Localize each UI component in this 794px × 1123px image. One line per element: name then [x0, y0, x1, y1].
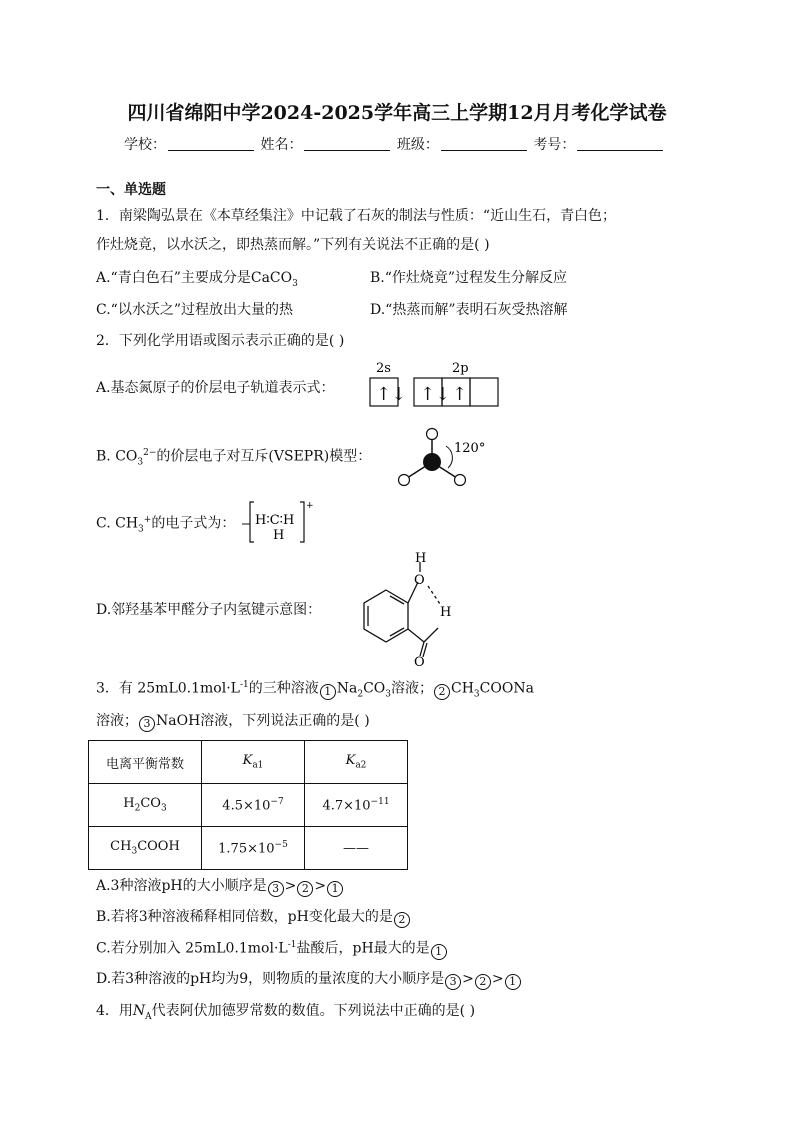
q1-stem-line2: 作灶烧竟，以水沃之，即热蒸而解。”下列有关说法不正确的是( ) — [96, 237, 490, 253]
vsepr-model — [390, 424, 500, 494]
school-label: 学校： — [124, 137, 166, 153]
spin-arrow-2p-2: ↑ — [452, 384, 468, 405]
ionization-constants-table — [88, 740, 408, 870]
ch3-formula: C. CH — [96, 515, 139, 532]
bond-c-cho — [408, 629, 424, 642]
section-heading: 一、单选题 — [96, 182, 166, 198]
orbital-box-2p-3 — [470, 378, 498, 406]
q3-option-c-post: 盐酸后，pH最大的是 — [296, 940, 430, 957]
q4-stem — [96, 1003, 475, 1023]
sol2-post: COONa — [479, 680, 534, 697]
q3-option-c[interactable] — [96, 940, 448, 960]
gt-sign: > — [491, 971, 504, 987]
q3-stem-line2 — [96, 713, 370, 732]
q1-option-c[interactable]: C.“以水沃之”过程放出大量的热 — [96, 302, 293, 318]
ch3-sub: 3 — [138, 524, 144, 535]
bracket-right — [300, 502, 304, 542]
table-cell-ch3cooh: $CH_3COOH$ — [89, 827, 202, 870]
ka2-sub: a2 — [355, 760, 367, 771]
orbital-2s-label: 2s — [376, 361, 391, 376]
table-cell-h2co3: $H_2CO_3$ — [89, 784, 202, 827]
sol1-post: 溶液； — [391, 680, 433, 697]
name-label: 姓名： — [260, 137, 303, 153]
bracket-left — [250, 502, 254, 542]
salicylaldehyde-structure — [344, 552, 464, 672]
exam-number-blank[interactable] — [577, 136, 663, 151]
orbital-2p-label: 2p — [452, 361, 469, 376]
q3-option-a[interactable] — [96, 878, 344, 897]
q3-option-a-text: A.3种溶液pH的大小顺序是 — [96, 878, 267, 894]
class-blank[interactable] — [441, 136, 527, 151]
sol2-ch: CH — [451, 680, 474, 697]
avogadro-sub: A — [145, 1011, 152, 1022]
ch3cooh-ka: 1.75×10 — [218, 841, 275, 857]
sol1-na: Na — [336, 680, 358, 697]
table-header-ka1 — [202, 741, 305, 784]
q3-conc-sup: -1 — [239, 680, 249, 690]
table-cell — [305, 784, 408, 827]
q1-option-a-sub: 3 — [292, 278, 298, 289]
q2-option-b[interactable] — [96, 448, 371, 468]
hydrogen-bond — [428, 586, 440, 604]
table-cell — [202, 827, 305, 870]
q3-option-d-text: D.若3种溶液的pH均为9，则物质的量浓度的大小顺序是 — [96, 971, 445, 987]
q2-stem: 2．下列化学用语或图示表示正确的是( ) — [96, 333, 345, 349]
sol1-sub2: 3 — [385, 689, 391, 700]
orbital-diagram — [362, 358, 512, 410]
angle-arc — [446, 446, 452, 468]
q3-option-b[interactable] — [96, 909, 411, 928]
atom-o-aldehyde: O — [414, 655, 425, 670]
q1-option-b[interactable]: B.“作灶烧竟”过程发生分解反应 — [370, 270, 568, 286]
q3-option-c-sup: -1 — [287, 940, 297, 950]
gt-sign: > — [314, 878, 327, 894]
q1-stem-line1: 1．南梁陶弘景在《本草经集注》中记载了石灰的制法与性质：“近山生石，青白色； — [96, 208, 617, 224]
gt-sign: > — [284, 878, 297, 894]
circle-3: 3 — [445, 974, 461, 990]
exam-number-label: 考号： — [533, 137, 576, 153]
circle-3: 3 — [139, 716, 155, 732]
name-blank[interactable] — [304, 136, 390, 151]
ka2-k: K — [345, 753, 356, 769]
q2-option-d[interactable]: D.邻羟基苯甲醛分子内氢键示意图： — [96, 602, 322, 618]
q1-option-a-formula: CaCO — [250, 270, 293, 286]
q2-option-b-text: 的价层电子对互斥(VSEPR)模型： — [156, 448, 372, 465]
table-cell: —— — [305, 827, 408, 870]
h2co3-ka1-exp: −7 — [270, 796, 284, 807]
sol1-sub: 2 — [357, 689, 364, 700]
q3-option-b-text: B.若将3种溶液稀释相同倍数，pH变化最大的是 — [96, 909, 393, 925]
student-info-line — [124, 136, 665, 154]
ligand-left — [399, 475, 410, 486]
q2-option-c[interactable] — [96, 515, 235, 535]
central-atom — [423, 453, 441, 471]
co3-charge: 2− — [143, 448, 157, 458]
q3-stem-mid: 的三种溶液 — [248, 680, 319, 697]
ligand-right — [455, 475, 466, 486]
circle-2: 2 — [297, 881, 313, 897]
q4-stem-pre: 4．用 — [96, 1003, 133, 1019]
q3-stem-line1 — [96, 680, 534, 700]
benzene-ring — [364, 590, 408, 642]
table-header-row — [89, 741, 408, 784]
q2-option-c-text: 的电子式为： — [151, 515, 236, 532]
table-cell — [202, 784, 305, 827]
atom-h-top: H — [415, 552, 427, 566]
q1-option-a[interactable] — [96, 270, 298, 290]
avogadro-n: N — [132, 1003, 146, 1019]
circle-2: 2 — [434, 684, 450, 700]
sol2-sub: 3 — [473, 689, 480, 700]
circle-1: 1 — [327, 881, 343, 897]
circle-2: 2 — [475, 974, 491, 990]
lewis-text: H∶C∶H — [255, 513, 295, 528]
lewis-structure — [238, 498, 318, 546]
q3-line2-post: NaOH溶液，下列说法正确的是( ) — [156, 713, 370, 729]
q3-conc: 3．有 25mL0.1mol·L — [96, 680, 240, 697]
spin-arrows-2s: ↑↓ — [376, 384, 407, 405]
q1-option-d[interactable]: D.“热蒸而解”表明石灰受热溶解 — [370, 302, 568, 318]
table-header-ka2 — [305, 741, 408, 784]
ch3cooh-ka-exp: −5 — [274, 839, 288, 850]
circle-1: 1 — [431, 944, 447, 960]
ligand-top — [427, 429, 438, 440]
q3-line2-pre: 溶液； — [96, 713, 138, 729]
h2co3-ka2-exp: −11 — [370, 796, 390, 807]
circle-1: 1 — [320, 684, 336, 700]
exam-title: 四川省绵阳中学2024-2025学年高三上学期12月月考化学试卷 — [127, 102, 667, 124]
spin-arrows-2p-1: ↑↓ — [420, 384, 451, 405]
q1-option-a-text: A.“青白色石”主要成分是 — [96, 270, 251, 286]
circle-3: 3 — [268, 881, 284, 897]
ka1-sub: a1 — [252, 760, 264, 771]
ch3-charge: + — [143, 515, 152, 525]
table-header-cell: 电离平衡常数 — [89, 741, 202, 784]
ka1-k: K — [242, 753, 253, 769]
angle-label: 120° — [454, 441, 486, 456]
atom-o-hydroxyl: O — [414, 573, 425, 588]
sol1-co: CO — [363, 680, 386, 697]
gt-sign: > — [462, 971, 474, 987]
school-blank[interactable] — [168, 136, 254, 151]
co3-sub: 3 — [137, 457, 144, 468]
h2co3-ka1: 4.5×10 — [222, 798, 271, 814]
table-row — [89, 827, 408, 870]
table-row — [89, 784, 408, 827]
q4-stem-post: 代表阿伏加德罗常数的数值。下列说法中正确的是( ) — [151, 1003, 476, 1019]
q2-option-a[interactable]: A.基态氮原子的价层电子轨道表示式： — [96, 380, 335, 396]
h2co3-ka2: 4.7×10 — [322, 798, 371, 814]
class-label: 班级： — [396, 137, 439, 153]
circle-2: 2 — [394, 912, 410, 928]
atom-h-aldehyde: H — [440, 605, 452, 620]
circle-1: 1 — [505, 974, 521, 990]
q3-option-d[interactable] — [96, 971, 522, 990]
lewis-bottom-h: H — [273, 528, 285, 543]
lewis-charge: + — [306, 501, 314, 511]
q3-option-c-pre: C.若分别加入 25mL0.1mol·L — [96, 940, 288, 957]
co3-formula: B. CO — [96, 448, 138, 465]
bond-c-h — [424, 628, 438, 642]
